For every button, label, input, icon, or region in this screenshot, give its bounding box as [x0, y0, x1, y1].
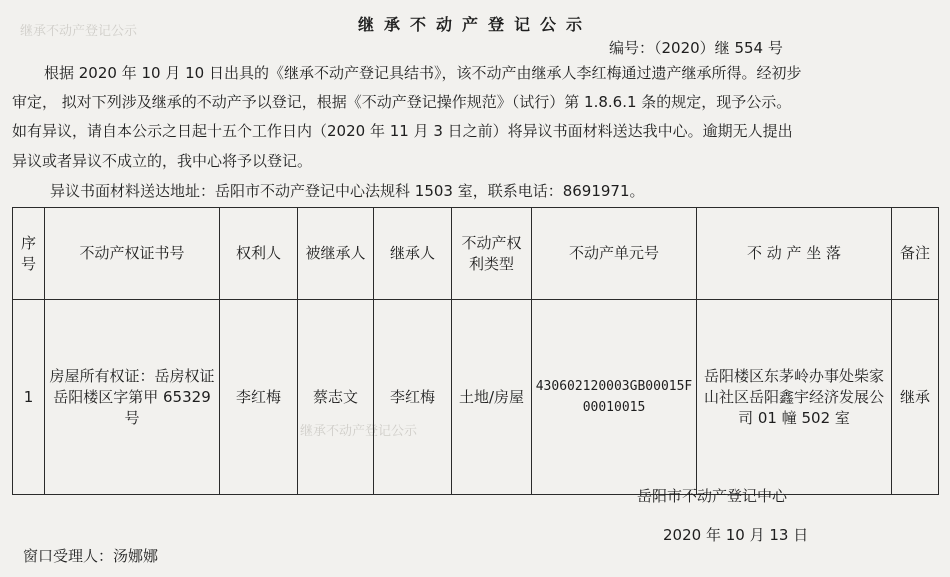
cell-right-type: 土地/房屋	[452, 300, 532, 495]
table-row	[13, 300, 939, 495]
cell-decedent: 蔡志文	[298, 300, 374, 495]
issuing-org: 岳阳市不动产登记中心	[637, 487, 788, 505]
table-header-row	[13, 208, 939, 300]
page-title: 继承不动产登记公示	[357, 15, 592, 34]
header-heir: 继承人	[374, 208, 452, 300]
paragraph-line-1: 根据 2020 年 10 月 10 日出具的《继承不动产登记具结书》，该不动产由继承人李红梅通过遗产继承所得。经初步	[44, 64, 802, 82]
header-location: 不 动 产 坐 落	[697, 208, 892, 300]
paragraph-line-3: 如有异议，请自本公示之日起十五个工作日内（2020 年 11 月 3 日之前）将异议书面材料送达我中心。逾期无人提出	[12, 122, 793, 140]
paragraph-line-2: 审定， 拟对下列涉及继承的不动产予以登记，根据《不动产登记操作规范》（试行）第 1.8.6.1 条的规定，现予公示。	[12, 93, 792, 111]
header-unit-no: 不动产单元号	[532, 208, 697, 300]
registration-table	[12, 207, 939, 495]
header-decedent: 被继承人	[298, 208, 374, 300]
cell-remark: 继承	[892, 300, 939, 495]
header-right-type: 不动产权利类型	[452, 208, 532, 300]
cell-location: 岳阳楼区东茅岭办事处柴家山社区岳阳鑫宇经济发展公司 01 幢 502 室	[697, 300, 892, 495]
header-cert: 不动产权证书号	[45, 208, 220, 300]
cell-holder: 李红梅	[220, 300, 298, 495]
paragraph-line-4: 异议或者异议不成立的，我中心将予以登记。	[12, 152, 313, 170]
header-seq: 序号	[13, 208, 45, 300]
cell-cert: 房屋所有权证：岳房权证岳阳楼区字第甲 65329 号	[45, 300, 220, 495]
cell-heir: 李红梅	[374, 300, 452, 495]
show-through-mid: 继承不动产登记公示	[300, 424, 418, 439]
header-remark: 备注	[892, 208, 939, 300]
cell-seq: 1	[13, 300, 45, 495]
window-handler: 窗口受理人：汤娜娜	[23, 547, 159, 565]
doc-number: 编号：（2020）继 554 号	[609, 39, 783, 57]
address-line: 异议书面材料送达地址：岳阳市不动产登记中心法规科 1503 室，联系电话：8691971。	[50, 182, 645, 200]
cell-unit-no: 430602120003GB00015F00010015	[532, 300, 697, 495]
show-through-top: 继承不动产登记公示	[20, 24, 138, 39]
issue-date: 2020 年 10 月 13 日	[663, 526, 809, 544]
header-holder: 权利人	[220, 208, 298, 300]
